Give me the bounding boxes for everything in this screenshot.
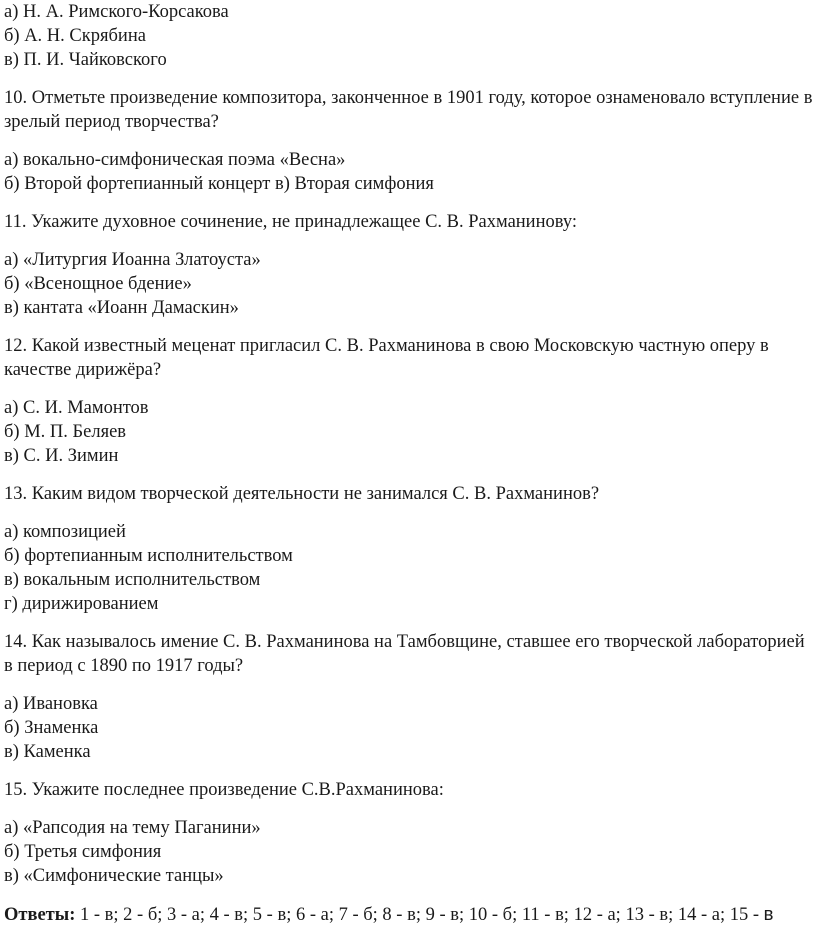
option-line: б) Третья симфония <box>4 842 162 862</box>
option-line: в) вокальным исполнительством <box>4 570 261 590</box>
option-line: в) С. И. Зимин <box>4 446 119 466</box>
answer-key-label: Ответы: <box>4 905 76 925</box>
option-line: в) П. И. Чайковского <box>4 50 167 70</box>
option-line: а) вокально-симфоническая поэма «Весна» <box>4 150 346 170</box>
option-line: б) «Всенощное бдение» <box>4 274 192 294</box>
question-12 <box>4 334 816 468</box>
answer-key <box>4 902 816 927</box>
option-line: б) А. Н. Скрябина <box>4 26 146 46</box>
question-text: 15. Укажите последнее произведение С.В.Рахманинова: <box>4 780 444 800</box>
option-line: а) Ивановка <box>4 694 98 714</box>
question-15 <box>4 778 816 888</box>
option-line: в) Каменка <box>4 742 91 762</box>
question-text: 13. Каким видом творческой деятельности не занимался С. В. Рахманинов? <box>4 484 600 504</box>
question-text: 14. Как называлось имение С. В. Рахманинова на Тамбовщине, ставшее его творческой лабораторией в период с 1890 по 1917 годы? <box>4 632 805 676</box>
option-line: а) С. И. Мамонтов <box>4 398 149 418</box>
question-text: 10. Отметьте произведение композитора, законченное в 1901 году, которое ознаменовало вступление в зрелый период творчества? <box>4 88 813 132</box>
top-options <box>4 0 816 72</box>
option-line: б) Знаменка <box>4 718 99 738</box>
question-14 <box>4 630 816 764</box>
option-line: в) кантата «Иоанн Дамаскин» <box>4 298 239 318</box>
question-text: 12. Какой известный меценат пригласил С. В. Рахманинова в свою Московскую частную оперу в качестве дирижёра? <box>4 336 769 380</box>
question-13 <box>4 482 816 616</box>
option-line: г) дирижированием <box>4 594 159 614</box>
option-line: а) Н. А. Римского-Корсакова <box>4 2 229 22</box>
question-11 <box>4 210 816 320</box>
option-line: а) «Рапсодия на тему Паганини» <box>4 818 261 838</box>
option-line: б) М. П. Беляев <box>4 422 127 442</box>
option-line: б) фортепианным исполнительством <box>4 546 293 566</box>
option-line: б) Второй фортепианный концерт в) Вторая симфония <box>4 174 434 194</box>
question-text: 11. Укажите духовное сочинение, не принадлежащее С. В. Рахманинову: <box>4 212 577 232</box>
answer-key-last: в <box>763 903 774 924</box>
option-line: а) «Литургия Иоанна Златоуста» <box>4 250 261 270</box>
option-line: а) композицией <box>4 522 126 542</box>
question-10 <box>4 86 816 196</box>
option-line: в) «Симфонические танцы» <box>4 866 224 886</box>
answer-key-text: 1 - в; 2 - б; 3 - а; 4 - в; 5 - в; 6 - а; 7 - б; 8 - в; 9 - в; 10 - б; 11 - в; 12 - а; 13 - в; 14 - а; 15 - <box>75 905 764 925</box>
